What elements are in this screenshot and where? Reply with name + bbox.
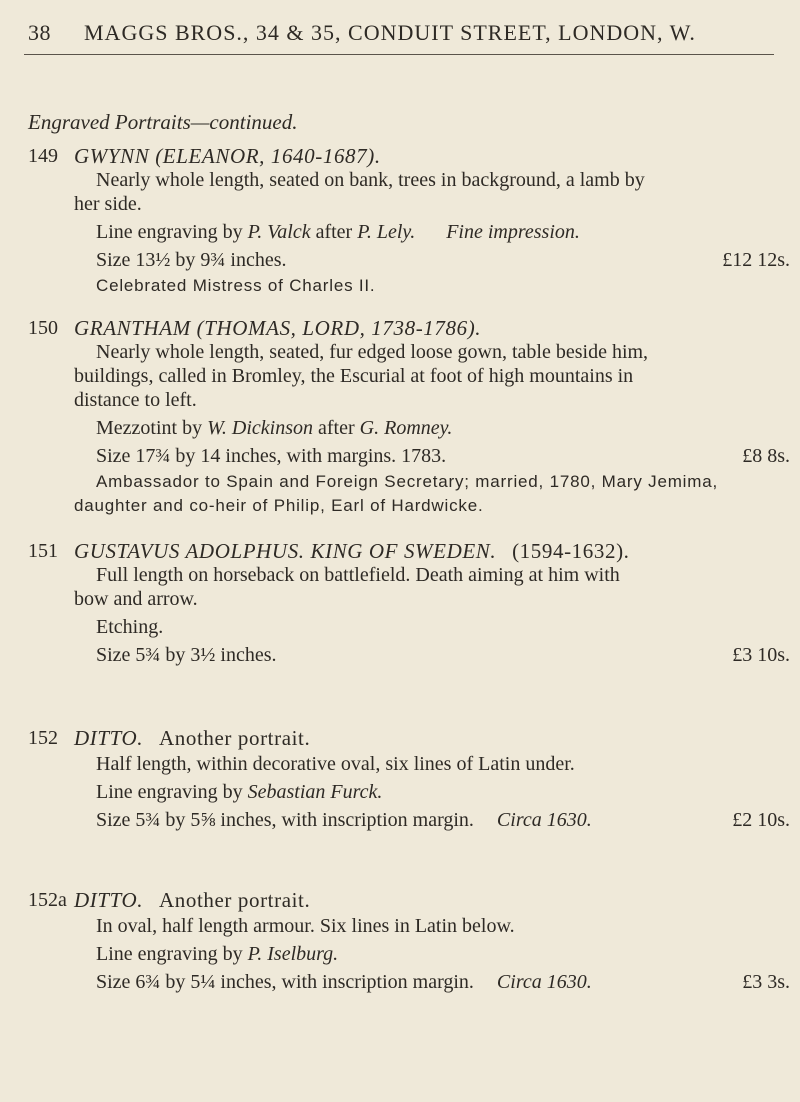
entry-technique	[96, 942, 790, 966]
description-line: Nearly whole length, seated, fur edged loose gown, table beside him,	[96, 341, 649, 363]
impression-note: Fine impression.	[446, 221, 580, 243]
technique-prefix: Line engraving by	[96, 943, 248, 965]
title-rest: Another portrait.	[159, 888, 311, 912]
entry-description: Half length, within decorative oval, six lines of Latin under.	[96, 753, 575, 775]
entry-title: GRANTHAM (THOMAS, LORD, 1738-1786).	[74, 316, 482, 340]
entry-number: 149	[28, 145, 58, 167]
size-text: Size 5¾ by 3½ inches.	[96, 644, 277, 666]
engraver-name: P. Valck	[247, 221, 311, 243]
technique-prefix: Mezzotint by	[96, 417, 208, 439]
entry-number: 151	[28, 540, 58, 562]
technique-mid: after	[313, 417, 360, 439]
entry-note: Ambassador to Spain and Foreign Secretary; married, 1780, Mary Jemima,	[96, 472, 718, 491]
entry-title	[74, 726, 790, 750]
description-line: distance to left.	[74, 389, 197, 411]
entry-technique: Etching.	[96, 616, 164, 638]
catalogue-entry-152	[28, 726, 790, 832]
title-text: DITTO.	[74, 726, 144, 750]
title-rest: Another portrait.	[159, 726, 311, 750]
entry-note: Celebrated Mistress of Charles II.	[96, 276, 376, 295]
size-text: Size 5¾ by 5⅝ inches, with inscription margin.	[96, 809, 474, 831]
price: £3 3s.	[742, 971, 790, 993]
page-number: 38	[28, 20, 51, 45]
description-line: her side.	[74, 193, 142, 215]
price: £12 12s.	[722, 249, 790, 271]
description-line: Nearly whole length, seated on bank, trees in background, a lamb by	[96, 169, 645, 191]
entry-title: GWYNN (ELEANOR, 1640-1687).	[74, 144, 381, 168]
entry-technique	[96, 220, 790, 244]
catalogue-entry-152a	[28, 888, 790, 994]
entry-size	[96, 248, 790, 272]
technique-mid: after	[310, 221, 358, 243]
price: £8 8s.	[742, 445, 790, 467]
artist-name: G. Romney.	[359, 417, 453, 439]
entry-size	[96, 970, 790, 994]
entry-description	[74, 168, 790, 216]
description-line: Full length on horseback on battlefield. Death aiming at him with	[96, 564, 620, 586]
size-text: Size 17¾ by 14 inches, with margins. 1783.	[96, 445, 447, 467]
title-text: GUSTAVUS ADOLPHUS. KING OF SWEDEN.	[74, 539, 497, 563]
entry-size	[96, 643, 790, 667]
engraver-name: Sebastian Furck.	[247, 781, 383, 803]
engraver-name: W. Dickinson	[207, 417, 314, 439]
artist-name: P. Lely.	[357, 221, 416, 243]
description-line: bow and arrow.	[74, 588, 198, 610]
entry-technique	[96, 780, 790, 804]
entry-title	[74, 888, 790, 912]
engraver-name: P. Iselburg.	[247, 943, 339, 965]
entry-number: 152a	[28, 889, 67, 911]
running-header	[28, 20, 788, 46]
size-text: Size 13½ by 9¾ inches.	[96, 249, 287, 271]
description-line: buildings, called in Bromley, the Escurial at foot of high mountains in	[74, 365, 634, 387]
price: £3 10s.	[732, 644, 790, 666]
circa-date: Circa 1630.	[496, 809, 592, 831]
entry-title	[74, 539, 790, 563]
price: £2 10s.	[732, 809, 790, 831]
entry-note-continued: daughter and co-heir of Philip, Earl of Hardwicke.	[74, 496, 484, 515]
header-rule	[24, 54, 774, 55]
entry-size	[96, 808, 790, 832]
entry-number: 152	[28, 727, 58, 749]
section-heading: Engraved Portraits—continued.	[28, 110, 298, 134]
catalogue-entry-151	[28, 539, 790, 667]
circa-date: Circa 1630.	[496, 971, 592, 993]
entry-description: In oval, half length armour. Six lines in Latin below.	[96, 915, 515, 937]
title-dates: (1594-1632).	[512, 539, 630, 563]
catalogue-entry-149	[28, 144, 790, 298]
title-text: DITTO.	[74, 888, 144, 912]
entry-number: 150	[28, 317, 58, 339]
entry-description	[74, 340, 790, 412]
entry-technique	[96, 416, 790, 440]
catalogue-entry-150	[28, 316, 790, 518]
size-text: Size 6¾ by 5¼ inches, with inscription margin.	[96, 971, 474, 993]
entry-size	[96, 444, 790, 468]
running-head: MAGGS BROS., 34 & 35, CONDUIT STREET, LONDON, W.	[84, 20, 696, 45]
technique-prefix: Line engraving by	[96, 221, 248, 243]
entry-description	[74, 563, 790, 611]
technique-prefix: Line engraving by	[96, 781, 248, 803]
